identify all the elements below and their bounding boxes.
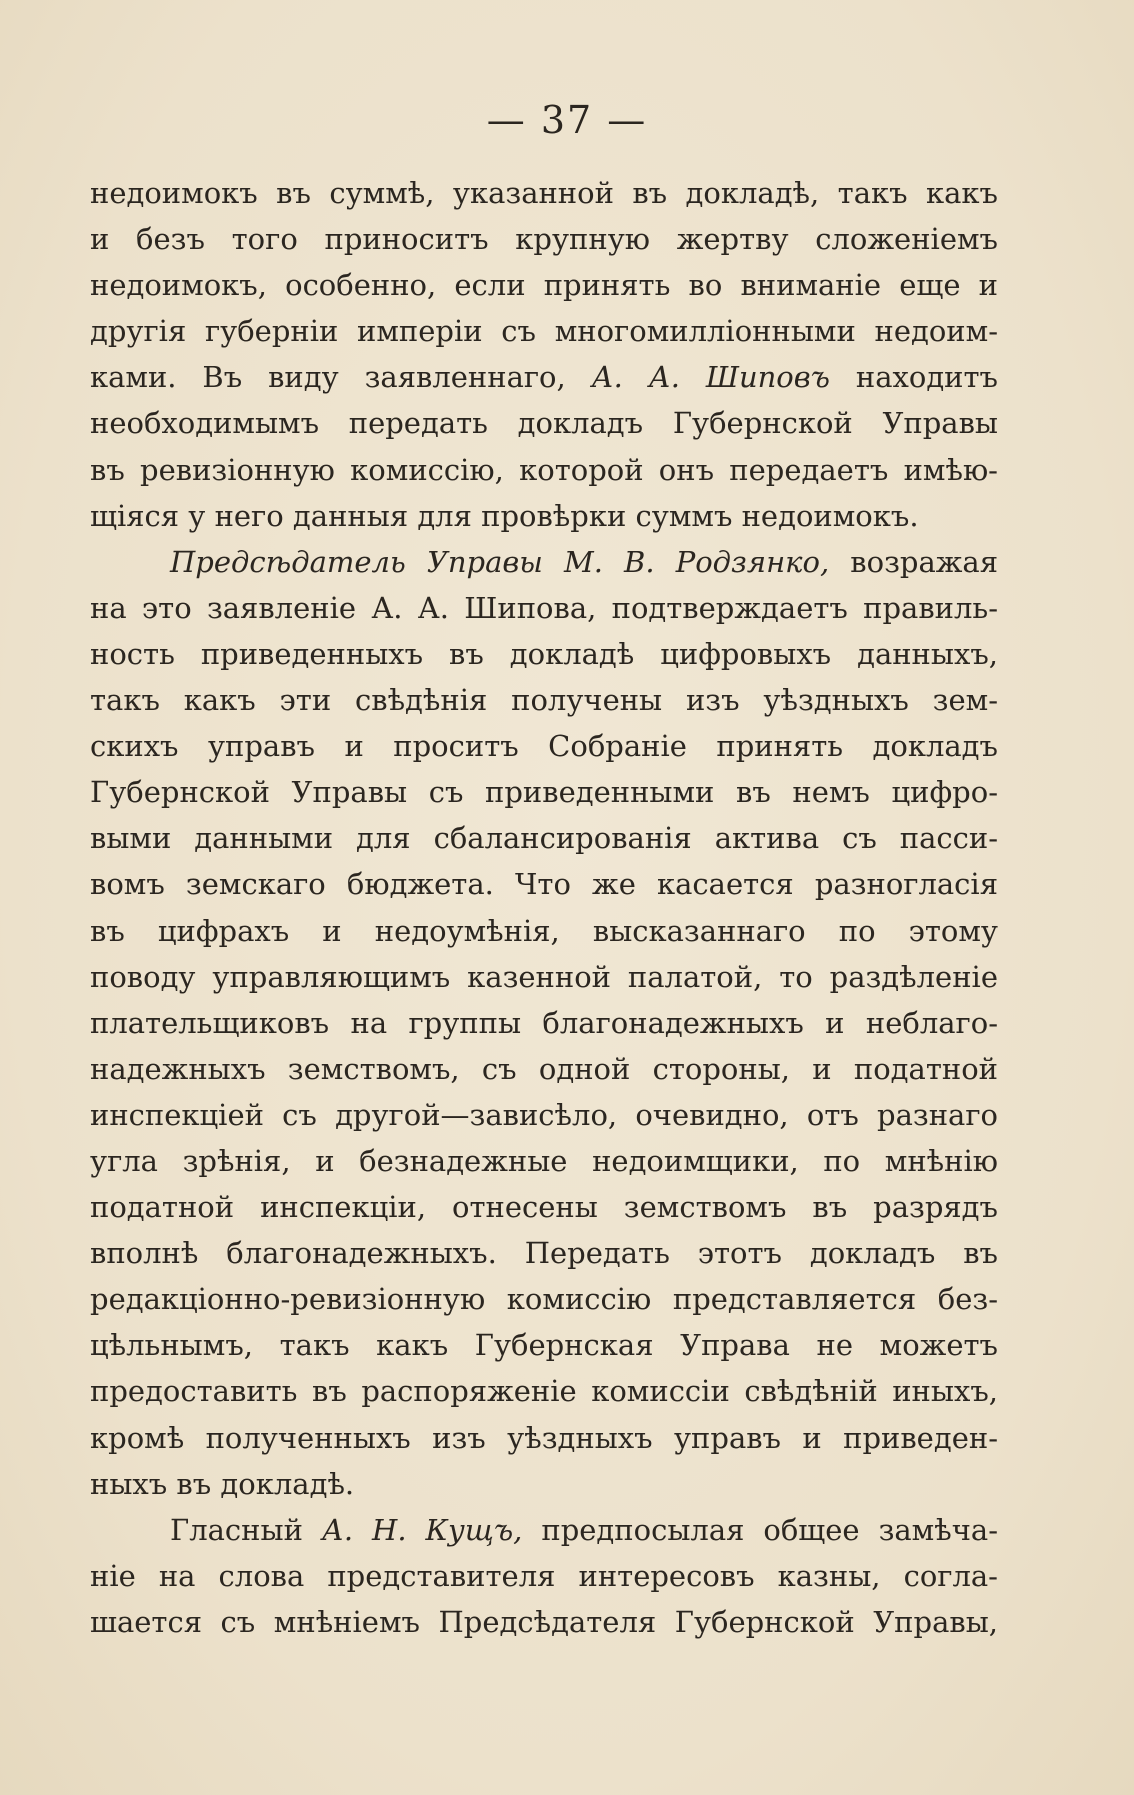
paragraph (90, 539, 998, 1507)
text-line (90, 677, 998, 723)
text-line (90, 447, 998, 493)
text-run: инспекціей съ другой—зависѣло, очевидно, отъ разнаго (90, 1097, 998, 1132)
text-run: выми данными для сбалансированія актива съ пасси- (90, 821, 998, 856)
text-line (90, 723, 998, 769)
text-run: такъ какъ эти свѣдѣнія получены изъ уѣздныхъ зем- (90, 683, 998, 718)
text-run: предоставить въ распоряженіе комиссіи свѣдѣній иныхъ, (90, 1374, 998, 1409)
text-run: вполнѣ благонадежныхъ. Передать этотъ докладъ въ (90, 1236, 998, 1271)
text-line (90, 1507, 998, 1553)
text-run: надежныхъ земствомъ, съ одной стороны, и податной (90, 1051, 998, 1086)
text-line (90, 493, 998, 539)
italic-name: А. Н. Кущъ, (321, 1512, 523, 1547)
text-run: ніе на слова представителя интересовъ казны, согла- (90, 1558, 998, 1593)
text-line (90, 1553, 998, 1599)
text-line (90, 631, 998, 677)
text-line (90, 216, 998, 262)
text-run: редакціонно-ревизіонную комиссію представляется без- (90, 1282, 998, 1317)
text-run: ность приведенныхъ въ докладѣ цифровыхъ данныхъ, (90, 636, 998, 671)
text-run: и безъ того приноситъ крупную жертву сложеніемъ (90, 222, 998, 257)
text-line (90, 815, 998, 861)
text-line (90, 1000, 998, 1046)
text-line (90, 262, 998, 308)
text-run: въ цифрахъ и недоумѣнія, высказаннаго по этому (90, 913, 998, 948)
text-run: кромѣ полученныхъ изъ уѣздныхъ управъ и приведен- (90, 1420, 998, 1455)
text-run: въ ревизіонную комиссію, которой онъ передаетъ имѣю- (90, 452, 998, 487)
text-run: скихъ управъ и проситъ Собраніе принять докладъ (90, 729, 998, 764)
text-line (90, 1461, 998, 1507)
text-run: Гласный (170, 1512, 322, 1547)
paragraph (90, 1507, 998, 1645)
text-line (90, 1230, 998, 1276)
text-run: возражая (829, 544, 998, 579)
text-run: угла зрѣнія, и безнадежные недоимщики, по мнѣнію (90, 1143, 998, 1178)
text-line (90, 308, 998, 354)
text-line (90, 400, 998, 446)
body-text (90, 170, 998, 1645)
text-line (90, 1368, 998, 1414)
text-run: плательщиковъ на группы благонадежныхъ и неблаго- (90, 1005, 998, 1040)
text-run: ками. Въ виду заявленнаго, (90, 360, 592, 395)
text-run: ныхъ въ докладѣ. (90, 1466, 355, 1501)
text-line (90, 954, 998, 1000)
paragraph (90, 170, 998, 539)
text-run: предпосылая общее замѣча- (522, 1512, 998, 1547)
text-run: другія губерніи имперіи съ многомилліонными недоим- (90, 314, 998, 349)
text-line (90, 1184, 998, 1230)
text-line (90, 354, 998, 400)
text-run: недоимокъ, особенно, если принять во вниманіе еще и (90, 268, 998, 303)
text-line (90, 1322, 998, 1368)
text-line (90, 585, 998, 631)
text-run: необходимымъ передать докладъ Губернской Управы (90, 406, 998, 441)
text-run: находитъ (829, 360, 998, 395)
text-line (90, 908, 998, 954)
text-run: вомъ земскаго бюджета. Что же касается разногласія (90, 867, 998, 902)
text-run: недоимокъ въ суммѣ, указанной въ докладѣ, такъ какъ (90, 176, 998, 210)
text-line (90, 1276, 998, 1322)
text-line (90, 1599, 998, 1645)
text-line (90, 1415, 998, 1461)
text-run: на это заявленіе А. А. Шипова, подтверждаетъ правиль- (90, 590, 998, 625)
text-line (90, 1138, 998, 1184)
text-run: поводу управляющимъ казенной палатой, то раздѣленіе (90, 959, 998, 994)
italic-name: Предсѣдатель Управы М. В. Родзянко, (170, 544, 830, 579)
italic-name: А. А. Шиповъ (591, 360, 830, 395)
text-run: цѣльнымъ, такъ какъ Губернская Управа не можетъ (90, 1328, 998, 1363)
text-line (90, 539, 998, 585)
text-line (90, 170, 998, 216)
text-run: шается съ мнѣніемъ Предсѣдателя Губернской Управы, (90, 1604, 998, 1639)
text-line (90, 1046, 998, 1092)
text-run: щіяся у него данныя для провѣрки суммъ недоимокъ. (90, 498, 919, 533)
text-run: Губернской Управы съ приведенными въ немъ цифро- (90, 775, 998, 810)
text-line (90, 861, 998, 907)
text-run: податной инспекціи, отнесены земствомъ въ разрядъ (90, 1190, 998, 1225)
page-number: — 37 — (486, 98, 648, 142)
text-line (90, 1092, 998, 1138)
text-line (90, 769, 998, 815)
